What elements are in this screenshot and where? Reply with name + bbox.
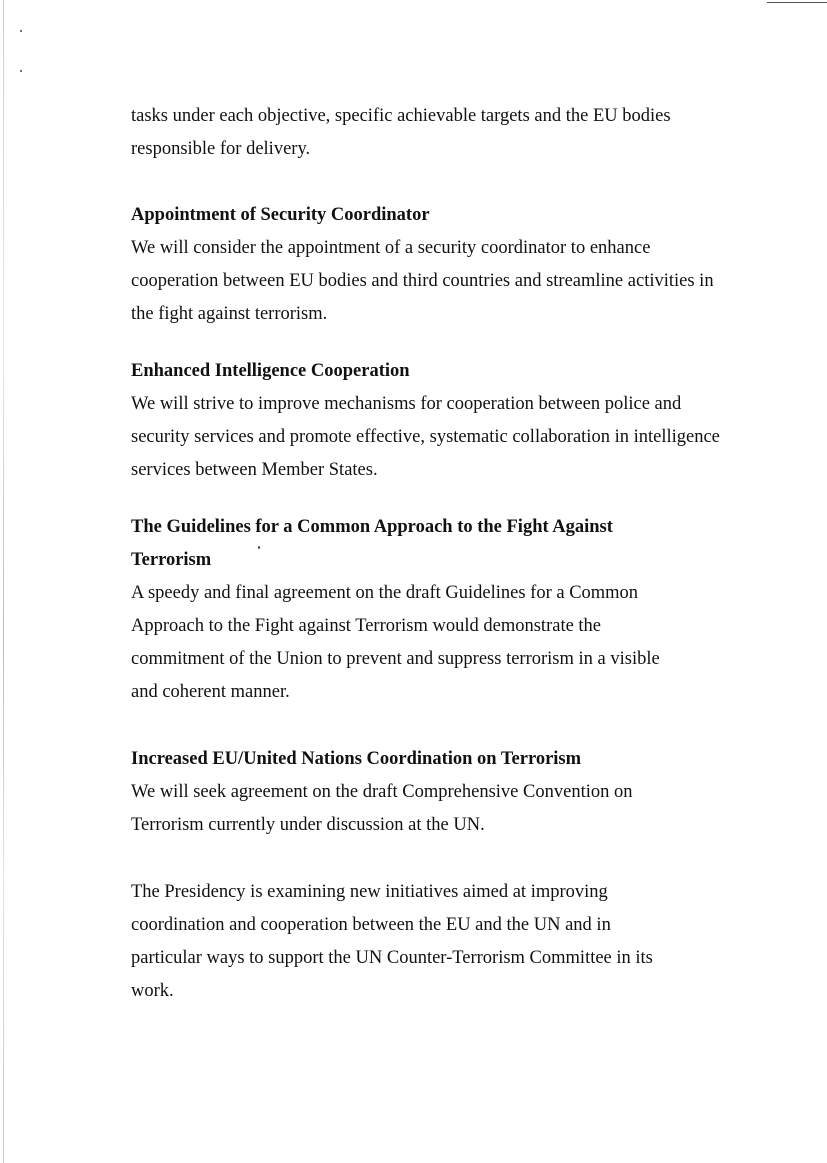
section-body: We will strive to improve mechanisms for cooperation between police and security services and promote effective, systematic collaboration in intelligence services between Member States. [131,394,720,480]
section-body: We will seek agreement on the draft Comprehensive Convention on Terrorism currently under discussion at the UN. [131,782,633,835]
section-heading: Enhanced Intelligence Cooperation [131,361,410,381]
section-security-coordinator [131,199,721,331]
closing-paragraph: The Presidency is examining new initiatives aimed at improving coordination and cooperation between the EU and the UN and in particular ways to support the UN Counter-Terrorism Committee in its work. [131,882,653,1001]
intro-paragraph: tasks under each objective, specific achievable targets and the EU bodies responsible for delivery. [131,106,671,159]
section-heading: The Guidelines for a Common Approach to the Fight Against Terrorism [131,517,613,570]
section-intelligence-cooperation [131,355,721,487]
scan-edge-top [767,2,827,3]
section-heading: Increased EU/United Nations Coordination on Terrorism [131,749,582,769]
scan-speck [20,70,22,72]
section-common-approach-guidelines [131,511,721,709]
section-body: We will consider the appointment of a security coordinator to enhance cooperation between EU bodies and third countries and streamline activities in the fight against terrorism. [131,238,714,324]
scan-speck [20,30,22,32]
section-heading: Appointment of Security Coordinator [131,205,430,225]
section-eu-un-coordination [131,743,721,842]
scan-edge-left [3,0,4,1163]
document-body [131,100,721,1008]
section-body: A speedy and final agreement on the draft Guidelines for a Common Approach to the Fight against Terrorism would demonstrate the commitment of the Union to prevent and suppress terrorism in a visible and coherent manner. [131,583,660,702]
